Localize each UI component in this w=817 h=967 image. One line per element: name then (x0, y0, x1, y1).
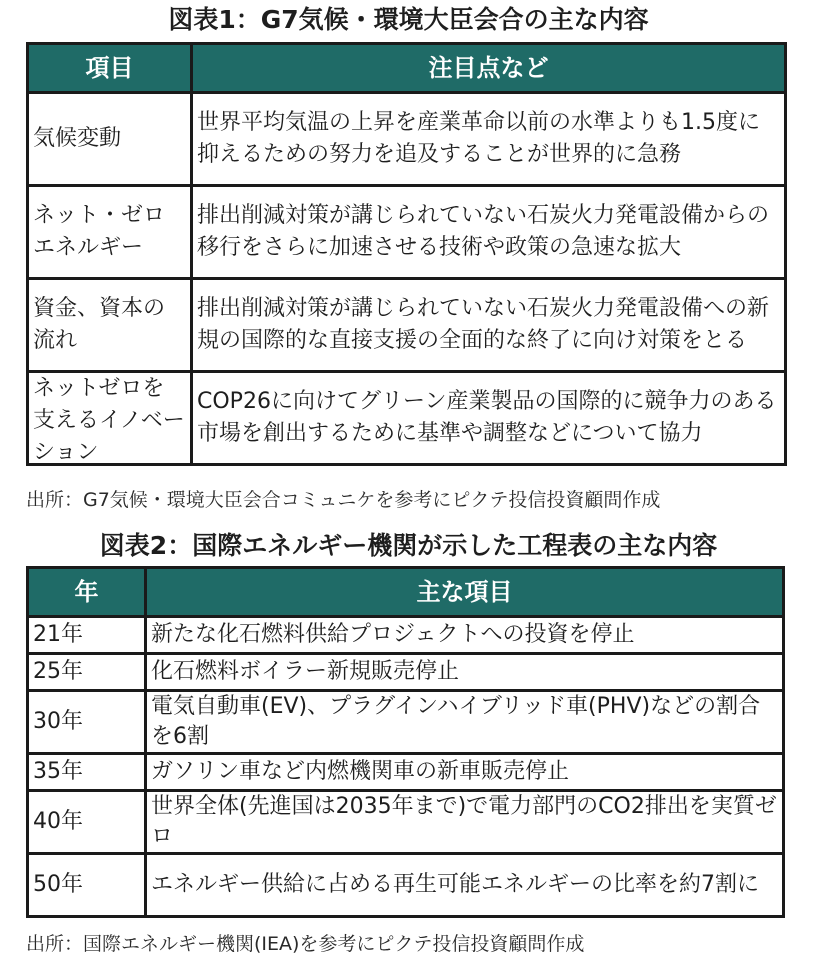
figure1-row-item (28, 279, 192, 372)
table-row (28, 791, 784, 854)
figure2-table (26, 566, 785, 918)
figure1-row-item-text: 資金、資本の流れ (33, 296, 166, 353)
figure2-row-year (28, 654, 146, 691)
figure1-row-content (192, 186, 786, 279)
figure2-row-year (28, 854, 146, 917)
table-row (28, 279, 786, 372)
figure1-table (26, 42, 787, 466)
figure2-row-item (146, 617, 784, 654)
figure2-row-item (146, 691, 784, 754)
figure2-row-item-text: 電気自動車(EV)、プラグインハイブリッド車(PHV)などの割合を6割 (151, 694, 761, 749)
table-row (28, 754, 784, 791)
table-row (28, 372, 786, 465)
figure2-source: 出所：国際エネルギー機関(IEA)を参考にピクテ投信投資顧問作成 (26, 933, 585, 955)
figure2-row-item-text: ガソリン車など内燃機関車の新車販売停止 (151, 759, 570, 784)
figure2-header-item: 主な項目 (146, 568, 784, 617)
table-row (28, 186, 786, 279)
figure2-row-item (146, 854, 784, 917)
figure1-source: 出所：G7気候・環境大臣会合コミュニケを参考にピクテ投信投資顧問作成 (26, 489, 661, 511)
figure1-row-item-text: 気候変動 (33, 126, 122, 151)
figure1-row-content-text: 排出削減対策が講じられていない石炭火力発電設備からの移行をさらに加速させる技術や政策の急速な拡大 (197, 203, 770, 260)
figure1-header-item: 項目 (28, 44, 192, 93)
figure2-row-year (28, 691, 146, 754)
figure1-row-item (28, 93, 192, 186)
figure2-row-year-text: 21年 (33, 622, 83, 647)
table-row (28, 854, 784, 917)
figure1-row-item-text: ネットゼロを支えるイノベーション (33, 376, 185, 463)
figure1-row-content (192, 279, 786, 372)
figure2-row-item (146, 654, 784, 691)
figure1-row-content-text: 世界平均気温の上昇を産業革命以前の水準よりも1.5度に抑えるための努力を追及することが世界的に急務 (197, 110, 760, 167)
figure2-row-item-text: 化石燃料ボイラー新規販売停止 (151, 659, 460, 684)
table-row (28, 691, 784, 754)
figure2-title: 図表2：国際エネルギー機関が示した工程表の主な内容 (99, 531, 718, 560)
figure1-header-content: 注目点など (192, 44, 786, 93)
figure2-row-year (28, 791, 146, 854)
figure1-row-content-text: 排出削減対策が講じられていない石炭火力発電設備への新規の国際的な直接支援の全面的な終了に向け対策をとる (197, 296, 770, 353)
figure1-header-row (28, 44, 786, 93)
figure1-row-content-text: COP26に向けてグリーン産業製品の国際的に競争力のある市場を創出するために基準や調整などについて協力 (197, 389, 777, 446)
figure1-row-item (28, 186, 192, 279)
figure1-row-item (28, 372, 192, 465)
figure2-header-row (28, 568, 784, 617)
figure1-row-content (192, 372, 786, 465)
figure2-row-year-text: 25年 (33, 659, 83, 684)
table-row (28, 617, 784, 654)
figure2-row-item-text: エネルギー供給に占める再生可能エネルギーの比率を約7割に (151, 872, 759, 897)
figure2-row-item-text: 世界全体(先進国は2035年まで)で電力部門のCO2排出を実質ゼロ (151, 794, 777, 849)
figure2-row-year-text: 50年 (33, 872, 83, 897)
table-row (28, 654, 784, 691)
figure2-row-year-text: 30年 (33, 709, 83, 734)
figure2-row-item-text: 新たな化石燃料供給プロジェクトへの投資を停止 (151, 622, 635, 647)
figure2-row-year-text: 35年 (33, 759, 83, 784)
figure2-row-year-text: 40年 (33, 809, 83, 834)
figure2-row-year (28, 617, 146, 654)
figure2-row-item (146, 791, 784, 854)
figure1-row-content (192, 93, 786, 186)
table-row (28, 93, 786, 186)
figure1-row-item-text: ネット・ゼロエネルギー (33, 203, 166, 260)
figure2-row-year (28, 754, 146, 791)
figure1-title: 図表1：G7気候・環境大臣会合の主な内容 (168, 5, 649, 34)
figure2-header-year: 年 (28, 568, 146, 617)
figure2-row-item (146, 754, 784, 791)
